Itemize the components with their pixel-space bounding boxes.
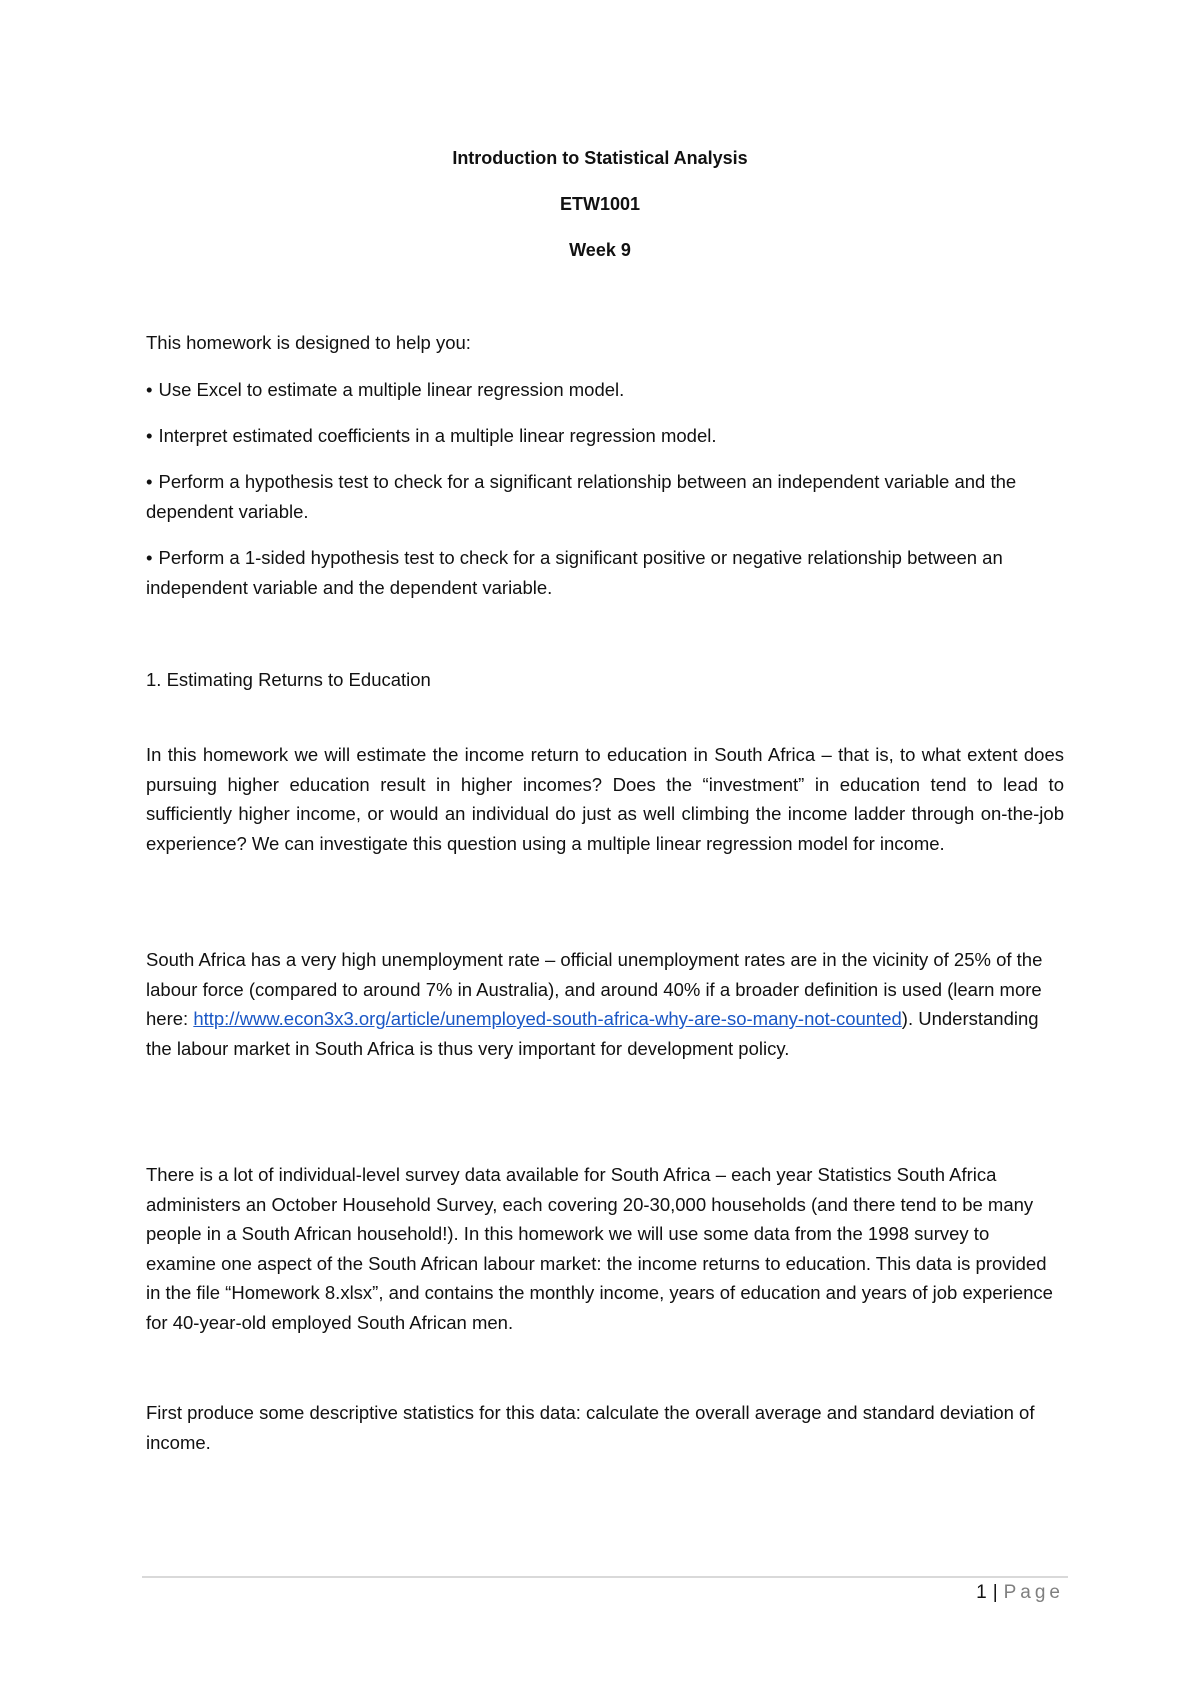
paragraph-text: ). Understanding the labour market in South Africa is thus very important for development policy. bbox=[146, 1008, 1039, 1059]
bullet-text: Use Excel to estimate a multiple linear regression model. bbox=[158, 379, 625, 400]
page-number-value: 1 bbox=[976, 1582, 987, 1603]
document-title: Introduction to Statistical Analysis bbox=[452, 148, 748, 168]
bullet-icon: • bbox=[146, 425, 153, 446]
page-number bbox=[976, 1582, 1064, 1604]
econ3x3-article-link[interactable]: http://www.econ3x3.org/article/unemployed-south-africa-why-are-so-many-not-counted bbox=[193, 1008, 902, 1029]
bullet-icon: • bbox=[146, 471, 153, 492]
bullet-icon: • bbox=[146, 379, 153, 400]
paragraph-text: South Africa has a very high unemployment rate – official unemployment rates are in the vicinity of 25% of the labour force (compared to around 7% in Australia), and around 40% if a broader definition is used (learn more here: bbox=[146, 949, 1043, 1029]
paragraph-returns-to-education: In this homework we will estimate the income return to education in South Africa – that is, to what extent does pursuing higher education result in higher incomes? Does the “investment” in education tend to lead to sufficiently higher income, or would an individual do just as well climbing the income ladder through on-the-job experience? We can investigate this question using a multiple linear regression model for income. bbox=[146, 744, 1064, 854]
intro-lead: This homework is designed to help you: bbox=[146, 332, 471, 353]
page-number-separator: | bbox=[992, 1582, 998, 1603]
page-word: Page bbox=[1003, 1582, 1064, 1603]
paragraph-unemployment bbox=[146, 945, 1064, 1063]
footer-divider bbox=[142, 1576, 1068, 1578]
bullet-text: Perform a 1-sided hypothesis test to check for a significant positive or negative relationship between an independent variable and the dependent variable. bbox=[146, 547, 1003, 598]
section-heading: 1. Estimating Returns to Education bbox=[146, 669, 431, 690]
paragraph-survey-data: There is a lot of individual-level survey data available for South Africa – each year Statistics South Africa administers an October Household Survey, each covering 20-30,000 households (and there tend to be many people in a South African household!). In this homework we will use some data from the 1998 survey to examine one aspect of the South African labour market: the income returns to education. This data is provided in the file “Homework 8.xlsx”, and contains the monthly income, years of education and years of job experience for 40-year-old employed South African men. bbox=[146, 1164, 1053, 1333]
paragraph-descriptive-stats: First produce some descriptive statistics for this data: calculate the overall average and standard deviation of income. bbox=[146, 1402, 1035, 1453]
bullet-item bbox=[146, 467, 1064, 526]
bullet-text: Perform a hypothesis test to check for a significant relationship between an independent variable and the dependent variable. bbox=[146, 471, 1017, 522]
bullet-item bbox=[146, 543, 1064, 602]
week-label: Week 9 bbox=[569, 240, 631, 260]
bullet-item bbox=[146, 375, 1064, 405]
course-code: ETW1001 bbox=[559, 194, 641, 214]
bullet-icon: • bbox=[146, 547, 153, 568]
bullet-text: Interpret estimated coefficients in a multiple linear regression model. bbox=[158, 425, 717, 446]
bullet-item bbox=[146, 421, 1064, 451]
